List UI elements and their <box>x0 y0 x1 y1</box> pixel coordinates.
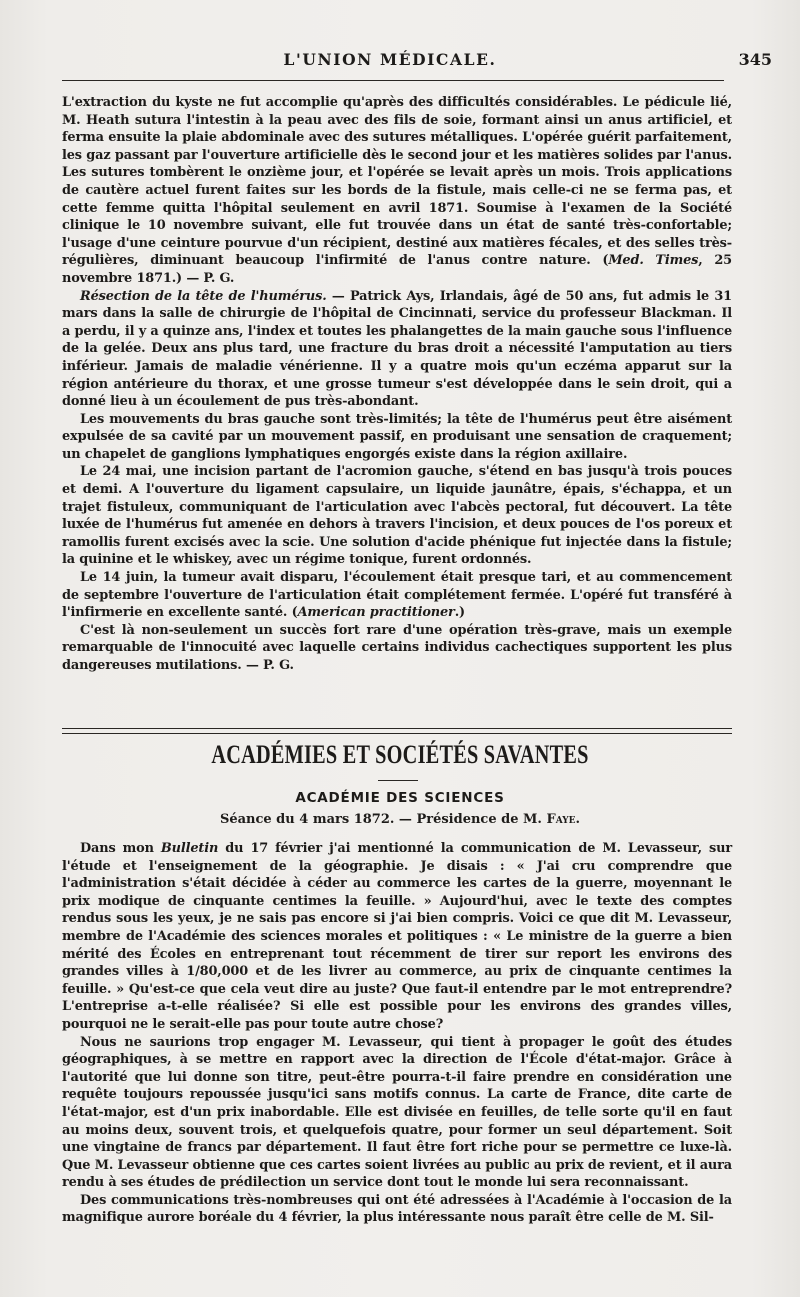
article2-paragraph-1: Résection de la tête de l'humérus. — Patrick Ays, Irlandais, âgé de 50 ans, fut admis le 31 mars dans la salle de chirurgie de l'hôpital de Cincinnati, service du professeur Blackman. Il a perdu, il y a quinze ans, l'index et toutes les phalangettes de la main gauche sous l'influence de la gelée. Deux ans plus tard, une fracture du bras droit a nécessité l'amputation au tiers inférieur. Jamais de maladie vénérienne. Il y a quatre mois qu'un eczéma apparut sur la région antérieure du thorax, et une grosse tumeur s'est développée dans le sein droit, qui a donné lieu à un écoulement de pus très-abondant. <box>62 288 732 410</box>
section-short-rule <box>378 780 418 781</box>
academy-title: ACADÉMIE DES SCIENCES <box>295 790 505 806</box>
academy-paragraph-2: Nous ne saurions trop engager M. Levasseur, qui tient à propager le goût des études géographiques, à se mettre en rapport avec la direction de l'École d'état-major. Grâce à l'autorité que lui donne son titre, peut-être pourra-t-il faire prendre en considération une requête toujours repoussée jusqu'ici sans motifs connus. La carte de France, dite carte de l'état-major, est d'un prix inabordable. Elle est divisée en feuilles, de telle sorte qu'il en faut au moins deux, souvent trois, et quelquefois quatre, pour former un seul département. Soit une vingtaine de francs par département. Il faut être fort riche pour se permettre ce luxe-là. Que M. Levasseur obtienne que ces cartes soient livrées au public au prix de revient, et il aura rendu à ses études de prédilection un service dont tout le monde lui sera reconnaissant. <box>62 1034 732 1191</box>
journal-citation: Med. Times <box>608 253 699 269</box>
article1-paragraph: L'extraction du kyste ne fut accomplie qu'après des difficultés considérables. Le pédicule lié, M. Heath sutura l'intestin à la peau avec des fils de soie, formant ainsi un anus artificiel, et ferma ensuite la plaie abdominale avec des sutures métalliques. L'opérée guérit parfaitement, les gaz passant par l'ouverture artificielle dès le second jour et les matières solides par l'anus. Les sutures tombèrent le onzième jour, et l'opérée se levait après un mois. Trois applications de cautère actuel furent faites sur les bords de la fistule, mais celle-ci ne se ferma pas, et cette femme quitta l'hôpital seulement en avril 1871. Soumise à l'examen de la Société clinique le 10 novembre suivant, elle fut trouvée dans un état de santé très-confortable; l'usage d'une ceinture pourvue d'un récipient, destiné aux matières fécales, et des selles très-régulières, diminuant beaucoup l'infirmité de l'anus contre nature. (Med. Times, 25 novembre 1871.) — P. G. <box>62 95 732 286</box>
section-title: ACADÉMIES ET SOCIÉTÉS SAVANTES <box>211 740 589 769</box>
academy-paragraph-3: Des communications très-nombreuses qui ont été adressées à l'Académie à l'occasion de la magnifique aurore boréale du 4 février, la plus intéressante nous paraît être celle de M. Sil- <box>62 1192 732 1226</box>
article1-signature: , 25 novembre 1871.) — P. G. <box>62 253 732 286</box>
session-line: Séance du 4 mars 1872. — Présidence de M. Faye. <box>219 812 581 827</box>
journal-citation: American practitioner <box>297 605 455 621</box>
running-title: L'UNION MÉDICALE. <box>283 50 497 69</box>
article2-paragraph-2: Les mouvements du bras gauche sont très-limités; la tête de l'humérus peut être aisément expulsée de sa cavité par un mouvement passif, en produisant une sensation de craquement; un chapelet de ganglions lymphatiques engorgés existe dans la région axillaire. <box>62 411 732 462</box>
president-name: Faye <box>546 812 576 827</box>
section-divider <box>62 728 732 734</box>
bulletin-reference: Bulletin <box>160 841 219 856</box>
page-header <box>0 50 800 74</box>
header-rule <box>62 80 724 81</box>
academy-paragraph-1: Dans mon Bulletin du 17 février j'ai mentionné la communication de M. Levasseur, sur l'étude et l'enseignement de la géographie. Je disais : « J'ai cru comprendre que l'administration s'était décidée à céder au commerce les cartes de la guerre, moyennant le prix modique de cinquante centimes la feuille. » Aujourd'hui, avec le texte des comptes rendus sous les yeux, je ne sais pas encore si j'ai bien compris. Voici ce que dit M. Levasseur, membre de l'Académie des sciences morales et politiques : « Le ministre de la guerre a bien mérité des Écoles en entreprenant tout récemment de tirer sur report les environs des grandes villes à 1/80,000 et de les livrer au commerce, au prix de cinquante centimes la feuille. » Qu'est-ce que cela veut dire au juste? Que faut-il entendre par le mot entreprendre? L'entreprise a-t-elle réalisée? Si elle est possible pour les environs des grandes villes, pourquoi ne le serait-elle pas pour toute autre chose? <box>62 841 732 1032</box>
article1-text: L'extraction du kyste ne fut accomplie qu'après des difficultés considérables. Le pédicule lié, M. Heath sutura l'intestin à la peau avec des fils de soie, formant ainsi un anus artificiel, et ferma ensuite la plaie abdominale avec des sutures métalliques. L'opérée guérit parfaitement, les gaz passant par l'ouverture artificielle dès le second jour et les matières solides par l'anus. Les sutures tombèrent le onzième jour, et l'opérée se levait après un mois. Trois applications de cautère actuel furent faites sur les bords de la fistule, mais celle-ci ne se ferma pas, et cette femme quitta l'hôpital seulement en avril 1871. Soumise à l'examen de la Société clinique le 10 novembre suivant, elle fut trouvée dans un état de santé très-confortable; l'usage d'une ceinture pourvue d'un récipient, destiné aux matières fécales, et des selles très-régulières, diminuant beaucoup l'infirmité de l'anus contre nature. <box>62 95 732 269</box>
article-column-bottom <box>62 840 732 1227</box>
article2-paragraph-3: Le 24 mai, une incision partant de l'acromion gauche, s'étend en bas jusqu'à trois pouces et demi. A l'ouverture du ligament capsulaire, un liquide jaunâtre, épais, s'échappa, et un trajet fistuleux, communiquant de l'articulation avec l'abcès pectoral, fut découvert. La tête luxée de l'humérus fut amenée en dehors à travers l'incision, et deux pouces de l'os poreux et ramollis furent excisés avec la scie. Une solution d'acide phénique fut injectée dans la fistule; la quinine et le whiskey, avec un régime tonique, furent ordonnés. <box>62 464 732 568</box>
article-column-top <box>62 94 732 675</box>
article2-title: Résection de la tête de l'humérus. <box>80 288 327 304</box>
article2-paragraph-5: C'est là non-seulement un succès fort rare d'une opération très-grave, mais un exemple remarquable de l'innocuité avec laquelle certains individus cachectiques supportent les plus dangereuses mutilations. — P. G. <box>62 622 732 673</box>
page-number: 345 <box>738 50 772 69</box>
article2-paragraph-4: Le 14 juin, la tumeur avait disparu, l'écoulement était presque tari, et au commencement de septembre l'ouverture de l'articulation était complétement fermée. L'opéré fut transféré à l'infirmerie en excellente santé. (American practitioner.) <box>62 570 732 621</box>
